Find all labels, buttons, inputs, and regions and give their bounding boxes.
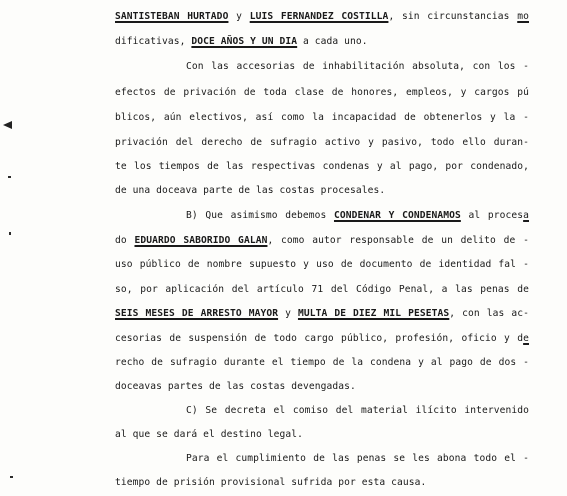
text-run: efectos de privación de toda clase de honores, empleos, y cargos pú [115, 87, 529, 98]
text-run: , con las ac- [449, 308, 530, 319]
text-run: so, por aplicación del artículo 71 del Código Penal, a las penas de [115, 284, 529, 295]
text-run: uso público de nombre supuesto y uso de documento de identidad fal - [115, 259, 529, 270]
text-line [115, 185, 385, 197]
text-line [115, 11, 529, 23]
emphasized-text: EDUARDO SABORIDO GALAN [134, 235, 268, 246]
text-line [186, 61, 529, 73]
text-run: privación del derecho de sufragio activo y pasivo, todo ello duran- [115, 137, 529, 148]
text-run: Para el cumplimiento de las penas se les abona todo el - [186, 453, 529, 464]
text-line [186, 210, 529, 222]
text-line [115, 36, 368, 48]
text-run: blicos, aún electivos, así como la incapacidad de obtenerlos y la - [115, 112, 529, 123]
text-run: a cada uno. [297, 36, 368, 47]
text-run: , como autor responsable de un delito de - [267, 235, 529, 246]
text-run: recho de sufragio durante el tiempo de la condena y al pago de dos - [115, 357, 529, 368]
text-line [115, 308, 529, 320]
text-line [115, 429, 303, 441]
text-line [115, 477, 426, 489]
emphasized-text: DOCE AÑOS Y UN DIA [191, 36, 298, 47]
text-line [115, 235, 529, 247]
text-run: cesorias de suspensión de todo cargo público, profesión, oficio y d [115, 333, 524, 344]
text-run: y [278, 308, 298, 319]
text-line [186, 453, 529, 465]
text-run: de una doceava parte de las costas procesales. [115, 185, 386, 196]
margin-arrow-mark [3, 121, 12, 129]
text-run: e [523, 333, 529, 344]
text-line [115, 161, 529, 173]
margin-tick-mark [9, 232, 11, 235]
text-run: y [228, 11, 250, 22]
emphasized-text: MULTA DE DIEZ MIL PESETAS [297, 308, 450, 319]
text-run: , sin circunstancias [388, 11, 518, 22]
emphasized-text: SEIS MESES DE ARRESTO MAYOR [115, 308, 279, 319]
text-run: C) Se decreta el comiso del material ilícito intervenido [186, 405, 529, 416]
text-line [115, 112, 529, 124]
text-run: tiempo de prisión provisional sufrida por esta causa. [115, 477, 427, 488]
text-line [115, 137, 529, 149]
text-line [115, 333, 529, 345]
emphasized-text: SANTISTEBAN HURTADO [115, 11, 229, 22]
text-line [115, 259, 529, 271]
text-run: a [523, 210, 529, 221]
text-run: Con las accesorias de inhabilitación absoluta, con los - [186, 61, 529, 72]
text-line [186, 405, 529, 417]
text-run: mo [517, 11, 529, 22]
text-run: B) Que asimismo debemos [186, 210, 334, 221]
text-run: te los tiempos de las respectivas condenas y al pago, por condenado, [115, 161, 529, 172]
emphasized-text: LUIS FERNANDEZ COSTILLA [249, 11, 389, 22]
text-line [115, 87, 529, 99]
emphasized-text: CONDENAR Y CONDENAMOS [333, 210, 461, 221]
text-run: doceavas partes de las costas devengadas. [115, 381, 356, 392]
margin-tick-mark [8, 176, 11, 178]
text-run: al proces [460, 210, 524, 221]
text-line [115, 357, 529, 369]
text-line [115, 284, 529, 296]
text-line [115, 381, 356, 393]
text-run: dificativas, [115, 36, 192, 47]
text-run: do [115, 235, 135, 246]
text-run: al que se dará el destino legal. [115, 429, 304, 440]
margin-tick-mark [10, 476, 13, 478]
